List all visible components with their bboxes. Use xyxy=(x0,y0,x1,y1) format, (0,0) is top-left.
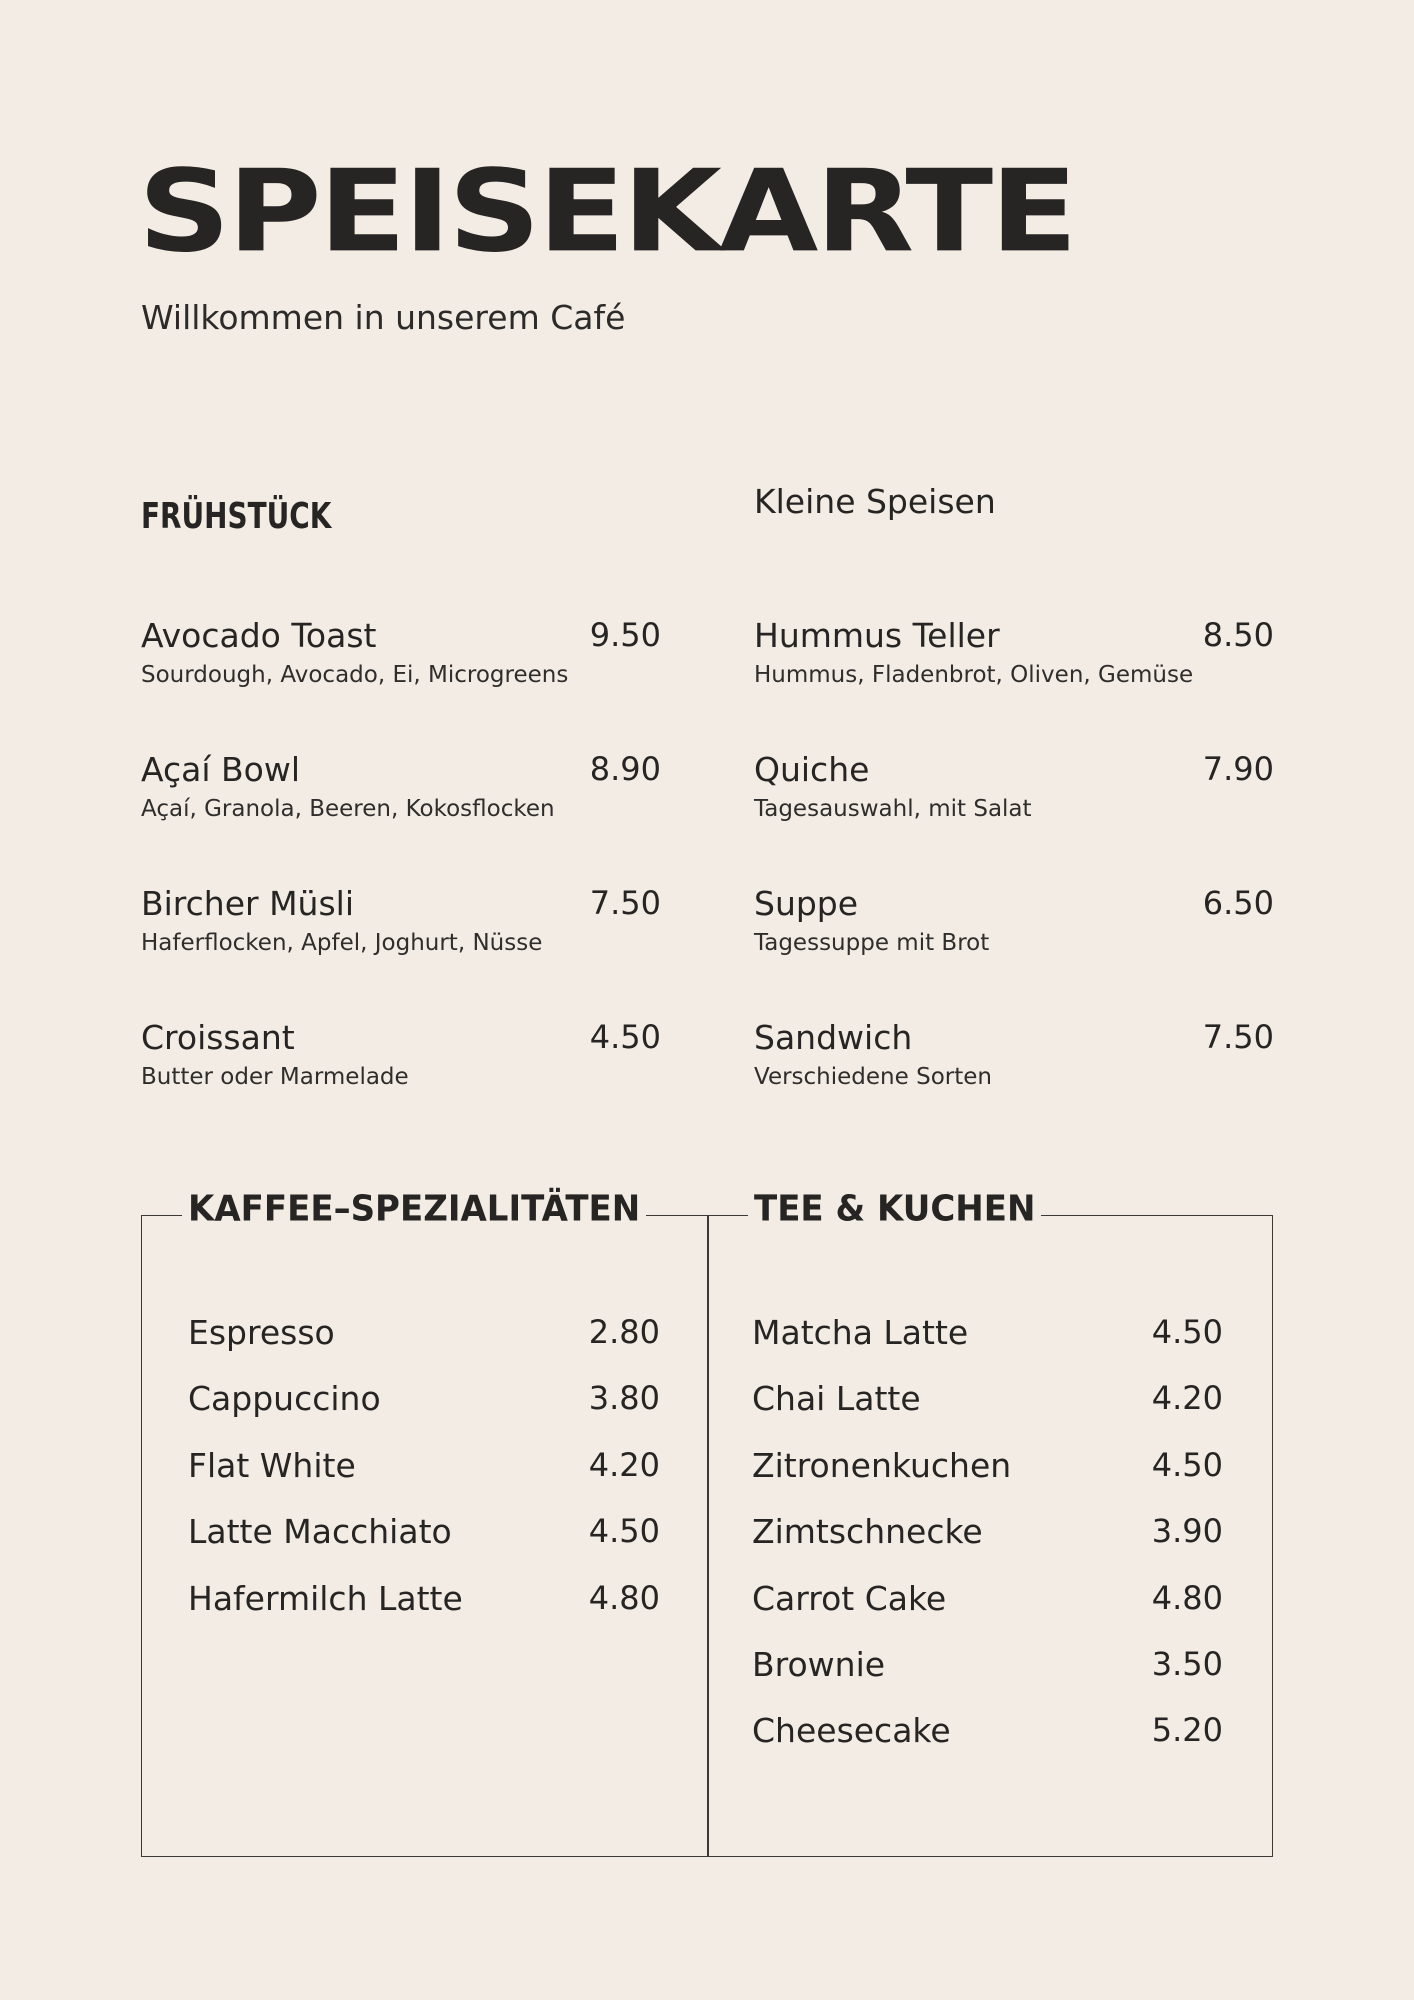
item-price: 8.50 xyxy=(1202,616,1274,654)
item-price: 7.50 xyxy=(1202,1018,1274,1056)
item-description: Tagesauswahl, mit Salat xyxy=(754,796,1032,822)
drink-name: Espresso xyxy=(188,1313,335,1352)
item-name: Hummus Teller xyxy=(754,616,1000,655)
drink-name: Latte Macchiato xyxy=(188,1512,452,1551)
item-price: 9.50 xyxy=(589,616,661,654)
section-heading-tee-kuchen: TEE & KUCHEN xyxy=(748,1191,1041,1227)
item-price: 7.50 xyxy=(589,884,661,922)
item-price: 7.90 xyxy=(1202,750,1274,788)
item-name: Avocado Toast xyxy=(141,616,377,655)
item-description: Haferflocken, Apfel, Joghurt, Nüsse xyxy=(141,930,543,956)
drink-name: Carrot Cake xyxy=(752,1579,947,1618)
item-name: Sandwich xyxy=(754,1018,913,1057)
drink-price: 4.50 xyxy=(1151,1446,1223,1484)
drink-price: 4.20 xyxy=(1151,1379,1223,1417)
section-heading-kleine-speisen: Kleine Speisen xyxy=(754,482,996,521)
section-heading-kaffee: KAFFEE–SPEZIALITÄTEN xyxy=(182,1191,646,1227)
item-description: Tagessuppe mit Brot xyxy=(754,930,990,956)
drink-price: 5.20 xyxy=(1151,1711,1223,1749)
item-price: 6.50 xyxy=(1202,884,1274,922)
page-subtitle: Willkommen in unserem Café xyxy=(141,298,626,337)
section-heading-fruehstueck: FRÜHSTÜCK xyxy=(141,496,332,538)
drink-price: 4.50 xyxy=(1151,1313,1223,1351)
drink-name: Cappuccino xyxy=(188,1379,381,1418)
drink-price: 4.80 xyxy=(1151,1579,1223,1617)
drink-name: Zitronenkuchen xyxy=(752,1446,1012,1485)
item-description: Açaí, Granola, Beeren, Kokosflocken xyxy=(141,796,555,822)
item-description: Sourdough, Avocado, Ei, Microgreens xyxy=(141,662,569,688)
item-name: Bircher Müsli xyxy=(141,884,354,923)
drink-price: 3.80 xyxy=(588,1379,660,1417)
drink-name: Brownie xyxy=(752,1645,886,1684)
item-name: Croissant xyxy=(141,1018,295,1057)
drink-name: Cheesecake xyxy=(752,1711,951,1750)
item-price: 8.90 xyxy=(589,750,661,788)
drink-name: Chai Latte xyxy=(752,1379,921,1418)
item-description: Verschiedene Sorten xyxy=(754,1064,992,1090)
item-name: Açaí Bowl xyxy=(141,750,301,789)
drink-price: 4.50 xyxy=(588,1512,660,1550)
drink-price: 4.20 xyxy=(588,1446,660,1484)
drink-name: Zimtschnecke xyxy=(752,1512,983,1551)
box-divider xyxy=(707,1215,709,1857)
drink-name: Hafermilch Latte xyxy=(188,1579,463,1618)
drink-name: Matcha Latte xyxy=(752,1313,969,1352)
item-description: Hummus, Fladenbrot, Oliven, Gemüse xyxy=(754,662,1194,688)
item-name: Suppe xyxy=(754,884,859,923)
drink-name: Flat White xyxy=(188,1446,356,1485)
drink-price: 2.80 xyxy=(588,1313,660,1351)
drink-price: 4.80 xyxy=(588,1579,660,1617)
page-title: SPEISEKARTE xyxy=(138,145,1075,278)
item-description: Butter oder Marmelade xyxy=(141,1064,409,1090)
item-name: Quiche xyxy=(754,750,870,789)
item-price: 4.50 xyxy=(589,1018,661,1056)
drink-price: 3.90 xyxy=(1151,1512,1223,1550)
drink-price: 3.50 xyxy=(1151,1645,1223,1683)
